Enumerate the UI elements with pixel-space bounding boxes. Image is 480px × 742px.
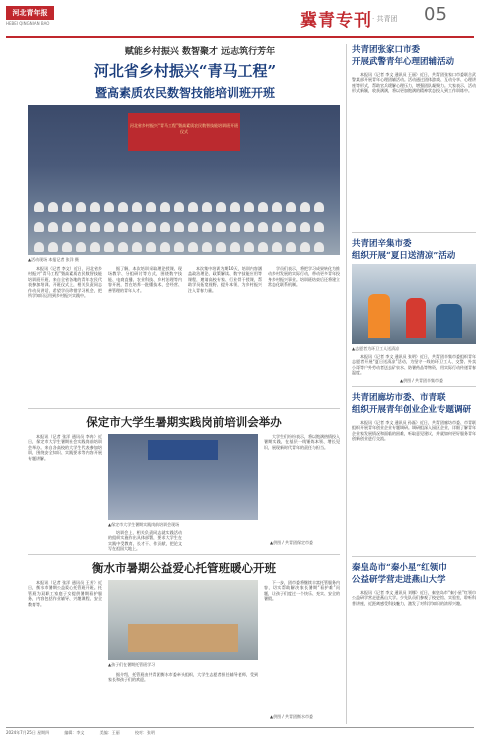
audience-row (34, 197, 334, 207)
lower1-photo (108, 434, 258, 520)
lead-column-2: 据了解，本次培训采取理论授课、现场教学、分组研讨等方式，围绕数字技能、电商直播、农业科技、乡村治理等内容开展，旨在培养一批懂技术、会经营、善管理的青年人才。 (108, 266, 182, 293)
section-rule (352, 232, 476, 233)
side1-body: 本报讯（记者 李文 通讯员 王丽）近日，共青团张家口市委联合武警某部开展青年心理团辅活动。活动通过团体游戏、互动分享、心理讲座等形式，帮助官兵缓解心理压力，增强团队凝聚力。大家表示，活动形式新颖，收获满满，将以更加饱满的精神状态投入到工作训练中。 (352, 72, 476, 94)
lower2-photo-caption: ▲孩子们在暑期托管班学习 (108, 662, 156, 667)
side2-photo (352, 264, 476, 344)
section-title: 冀青专刊 (300, 11, 372, 31)
lead-photo-caption: ▲活动现场 本报记者 张洋 摄 (28, 257, 79, 262)
audience-row (34, 237, 334, 247)
lead-column-1: 本报讯（记者 李文）近日，河北省乡村振兴“青马工程”暨高素质农民数智技能培训班开班，来自全省各地的青年农民代表参加培训。开班仪式上，相关负责同志作动员讲话，希望学员珍惜学习机会，把所学知识运用到乡村振兴实践中。 (28, 266, 102, 299)
page-number: 05 (424, 4, 447, 25)
lower2-column-3: 下一步，团市委将继续丰富托管服务内容，切实帮助解决家长暑期“看护难”问题，让孩子们度过一个快乐、充实、安全的暑假。 (264, 580, 340, 602)
lead-headline-line2: 暨高素质农民数智技能培训班开班 (94, 86, 275, 100)
section-rule (28, 408, 340, 409)
section-name: · 共青团 (372, 15, 398, 23)
lower2-headline: 衡水市暑期公益爱心托管班暖心开班 (92, 561, 276, 575)
person-figure (368, 294, 390, 338)
lower2-credit: ▲供图 / 共青团衡水市委 (270, 714, 313, 719)
side1-headline: 共青团张家口市委 开展武警青年心理团辅活动 (352, 45, 455, 67)
logo-subtitle: HEBEI QINGNIAN BAO (6, 21, 50, 26)
side2-photo-caption: ▲志愿者为环卫工人送清凉 (352, 346, 400, 351)
person-figure (436, 304, 462, 338)
lower2-column-2: 据介绍，托管班由共青团衡水市委牵头组织，大学生志愿者担任辅导老师，受到家长和孩子们的欢迎。 (108, 672, 258, 683)
lead-photo (28, 105, 340, 255)
section-rule (352, 386, 476, 387)
lower2-photo (108, 580, 258, 660)
newspaper-logo: 河北青年报 (6, 6, 54, 20)
side2-credit: ▲供图 / 共青团辛集市委 (400, 378, 443, 383)
lower1-credit: ▲供图 / 共青团保定市委 (270, 540, 313, 545)
section-rule (28, 554, 340, 555)
audience-row (34, 217, 334, 227)
side4-body: 本报讯（记者 李文 通讯员 刘娜）近日，秦皇岛市“秦小星”红领巾公益研学营走进燕山大学。少先队员们参观了校史馆、实验室，聆听科普讲座，近距离感受科技魅力，激发了对科学知识的浓厚兴趣。 (352, 590, 476, 606)
stage-banner (128, 113, 240, 151)
lead-column-4: 学员们表示，将把学习成果转化为推动乡村发展的实际行动，带动更多青年投身乡村振兴事业。培训班结束后还将建立常态化联系机制。 (268, 266, 340, 288)
footer-design: 美编：王丽 (99, 730, 120, 735)
lead-headline (26, 60, 344, 104)
lower1-photo-caption: ▲保定市大学生暑期实践岗前培训会现场 (108, 522, 180, 527)
side2-body: 本报讯（记者 李文 通讯员 张明）近日，共青团辛集市委组织青年志愿者开展“夏日送清凉”活动，为坚守一线的环卫工人、交警、外卖小哥等户外劳动者送去矿泉水、防暑药品等物资，用实际行动传递青春温度。 (352, 354, 476, 376)
lead-kicker: 赋能乡村振兴 数智聚才 远志筑行芳年 (124, 47, 276, 57)
lower1-headline: 保定市大学生暑期实践岗前培训会举办 (86, 415, 282, 429)
header-rule (6, 36, 474, 38)
page-footer (6, 727, 474, 737)
lower1-column-3: 大学生们纷纷表示，将以饱满热情投入暑期实践，在基层一线锤炼本领、增长见识，展现新时代青年的责任与担当。 (264, 434, 340, 450)
desk (128, 624, 238, 652)
column-rule (346, 44, 347, 724)
footer-check: 校对：张明 (134, 730, 155, 735)
lead-column-3: 本次集中培训为期10天，培训内容涵盖政治理论、政策解读、数字技能应用等课程，邀请高校专家、行业骨干授课，帮助学员拓宽视野、提升本领，为乡村振兴注入青春力量。 (188, 266, 262, 293)
side3-body: 本报讯（记者 李文 通讯员 孙磊）近日，共青团廊坊市委、市青联组织开展青年创业企业专题调研。调研组深入园区企业，详细了解青年企业家发展情况和面临的困难，听取意见建议，并就如何更好服务青年创新创业进行交流。 (352, 420, 476, 442)
banner-text: 河北省乡村振兴“青马工程”暨高素质农民数智技能培训班开班仪式 (129, 123, 239, 134)
side2-headline: 共青团辛集市委 组织开展“夏日送清凉”活动 (352, 239, 456, 261)
screen (148, 440, 218, 460)
footer-date: 2024年7月25日 星期四 (6, 730, 50, 735)
masthead (0, 0, 480, 40)
side4-headline: 秦皇岛市“秦小星”红领巾 公益研学营走进燕山大学 (352, 563, 447, 585)
lead-headline-line1: 河北省乡村振兴“青马工程” (93, 62, 277, 80)
side3-headline: 共青团廊坊市委、市青联 组织开展青年创业企业专题调研 (352, 393, 472, 415)
footer-editor: 编辑：李文 (64, 730, 85, 735)
section-rule (352, 556, 476, 557)
lower1-column-1: 本报讯（记者 张洋 通讯员 李冉）近日，保定市大学生暑期社会实践岗前培训会举办。来自各高校的大学生代表参加培训，围绕安全知识、实践要求等内容开展专题讲解。 (28, 434, 102, 461)
lower1-column-2: 培训会上，相关负责同志就实践活动的组织实施作出具体部署，要求大学生在实践中受教育、长才干、作贡献，把论文写在祖国大地上。 (108, 530, 182, 552)
person-figure (406, 298, 426, 338)
lower2-column-1: 本报讯（记者 张洋 通讯员 王芳）近日，衡水市暑期公益爱心托管班开班。托管班为双职工家庭子女提供暑期看护服务，内容包括作业辅导、兴趣课程、安全教育等。 (28, 580, 102, 607)
